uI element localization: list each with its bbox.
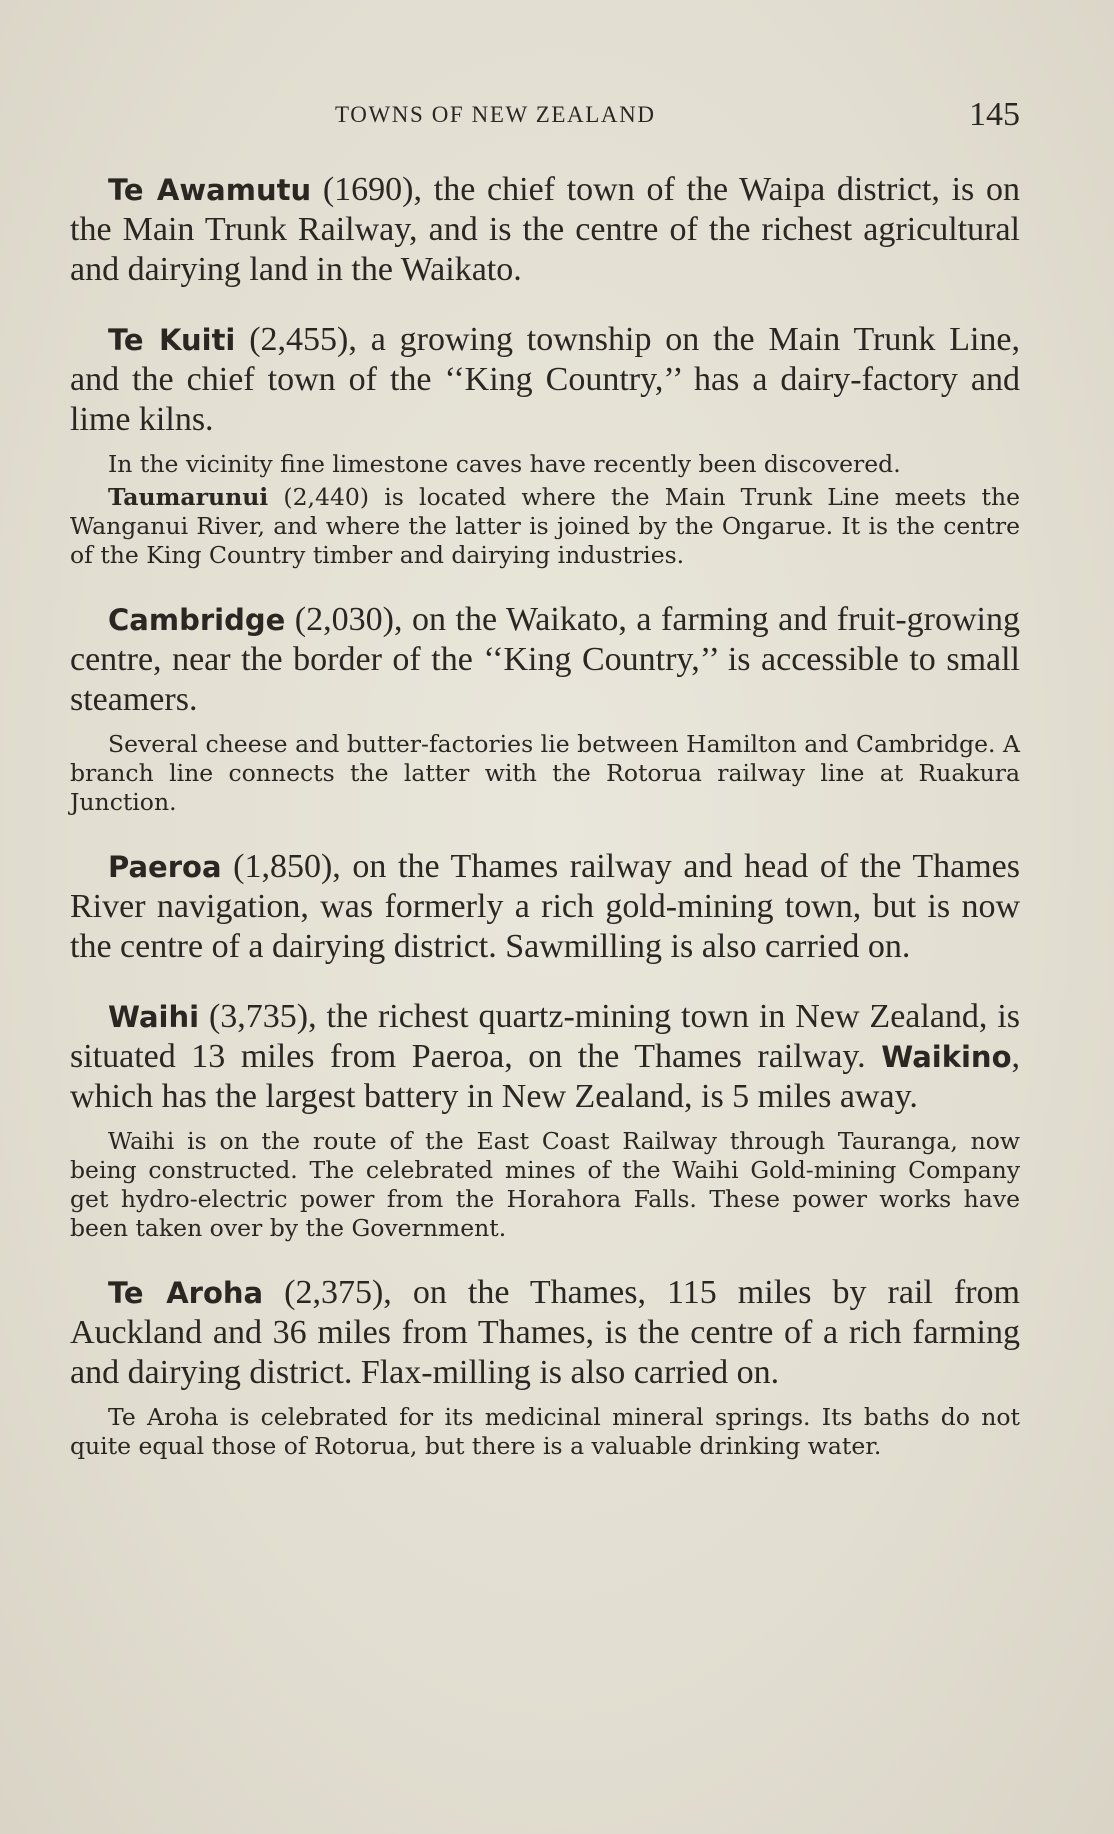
note-title: Taumarunui bbox=[108, 483, 269, 511]
entry-title: Paeroa bbox=[108, 850, 222, 884]
entry-text: (2,375), on the Thames, 115 miles by rail from Auckland and 36 miles from Thames, is the centre of a rich farming and dairying district. Flax-milling is also carried on. bbox=[70, 1274, 1020, 1391]
entry-text: (2,455), a growing township on the Main Trunk Line, and the chief town of the ‘‘King Country,’’ has a dairy-factory and lime kilns. bbox=[70, 321, 1020, 438]
note-te-aroha: Te Aroha is celebrated for its medicinal mineral springs. Its baths do not quite equal those of Rotorua, but there is a valuable drinking water. bbox=[70, 1403, 1020, 1460]
page-number: 145 bbox=[969, 96, 1020, 133]
page-body bbox=[70, 170, 1020, 1461]
note-taumarunui bbox=[70, 483, 1020, 570]
note-waihi: Waihi is on the route of the East Coast Railway through Tauranga, now being constructed. The celebrated mines of the Waihi Gold-mining Company get hydro-electric power from the Horahora Falls. These power works have been taken over by the Government. bbox=[70, 1127, 1020, 1242]
running-title: TOWNS OF NEW ZEALAND bbox=[335, 102, 656, 127]
entry-subtitle-waikino: Waikino bbox=[881, 1040, 1012, 1074]
note-te-kuiti-caves: In the vicinity fine limestone caves have recently been discovered. bbox=[108, 450, 901, 478]
entry-cambridge bbox=[70, 600, 1020, 720]
entry-te-kuiti bbox=[70, 320, 1020, 440]
entry-paeroa bbox=[70, 847, 1020, 967]
entry-text: (2,030), on the Waikato, a farming and fruit-growing centre, near the border of the ‘‘King Country,’’ is accessible to small steamers. bbox=[70, 601, 1020, 718]
entry-title: Te Awamutu bbox=[108, 173, 312, 207]
entry-waihi bbox=[70, 997, 1020, 1117]
entry-te-aroha bbox=[70, 1273, 1020, 1393]
entry-te-awamutu bbox=[70, 170, 1020, 290]
note-cambridge: Several cheese and butter-factories lie between Hamilton and Cambridge. A branch line connects the latter with the Rotorua railway line at Ruakura Junction. bbox=[70, 730, 1020, 816]
page-header bbox=[70, 96, 1020, 136]
note-text: (2,440) is located where the Main Trunk Line meets the Wanganui River, and where the latter is joined by the Ongarue. It is the centre of the King Country timber and dairying industries. bbox=[70, 483, 1020, 569]
entry-title: Te Kuiti bbox=[108, 323, 236, 357]
entry-text-continued: , which has the largest battery in New Zealand, is 5 miles away. bbox=[70, 1038, 1020, 1115]
entry-title: Cambridge bbox=[108, 603, 286, 637]
entry-text: (1690), the chief town of the Waipa district, is on the Main Trunk Railway, and is the centre of the richest agricultural and dairying land in the Waikato. bbox=[70, 171, 1021, 288]
entry-text: (1,850), on the Thames railway and head of the Thames River navigation, was formerly a rich gold-mining town, but is now the centre of a dairying district. Sawmilling is also carried on. bbox=[70, 848, 1020, 965]
entry-title: Te Aroha bbox=[108, 1276, 264, 1310]
entry-title: Waihi bbox=[108, 1000, 200, 1034]
entry-text: (3,735), the richest quartz-mining town in New Zealand, is situated 13 miles from Paeroa, on the Thames railway. bbox=[70, 998, 1020, 1075]
